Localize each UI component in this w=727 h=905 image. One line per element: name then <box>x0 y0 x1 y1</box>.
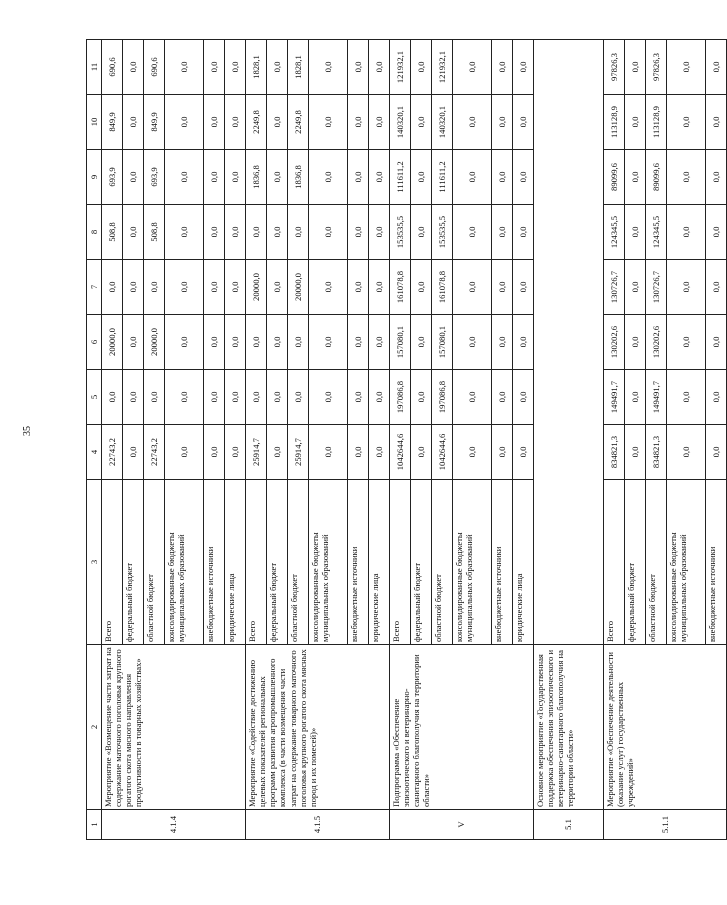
value-cell: 0,0 <box>411 150 432 205</box>
funding-source: консолидированные бюджеты муниципальных образований <box>453 480 492 645</box>
funding-source: юридические лица <box>513 480 534 645</box>
value-cell: 0,0 <box>706 205 727 260</box>
column-header: 1 <box>87 810 102 840</box>
value-cell: 0,0 <box>706 95 727 150</box>
value-cell: 0,0 <box>369 40 390 95</box>
value-cell: 20000,0 <box>102 315 123 370</box>
funding-source: областной бюджет <box>646 480 667 645</box>
value-cell: 0,0 <box>225 95 246 150</box>
column-header: 5 <box>87 370 102 425</box>
value-cell: 0,0 <box>706 370 727 425</box>
value-cell: 0,0 <box>706 425 727 480</box>
value-cell: 0,0 <box>369 95 390 150</box>
value-cell: 0,0 <box>204 205 225 260</box>
value-cell: 0,0 <box>625 205 646 260</box>
row-name: Мероприятие «Возмещение части затрат на содержание маточного поголовья крупного рогатого скота мясного направления продуктивности в товарных хозяйствах» <box>102 645 246 810</box>
value-cell: 0,0 <box>453 370 492 425</box>
value-cell: 0,0 <box>267 260 288 315</box>
row-name: Основное мероприятие «Государственная поддержка обеспечения эпизоотического и ветеринарно-санитарного благополучия на территории области» <box>534 645 604 810</box>
value-cell: 0,0 <box>453 150 492 205</box>
value-cell: 0,0 <box>667 150 706 205</box>
table-body <box>87 40 727 840</box>
funding-source: консолидированные бюджеты муниципальных образований <box>165 480 204 645</box>
value-cell: 20000,0 <box>246 260 267 315</box>
value-cell: 0,0 <box>625 150 646 205</box>
value-cell: 0,0 <box>348 95 369 150</box>
value-cell: 97826,3 <box>646 40 667 95</box>
value-cell: 0,0 <box>204 425 225 480</box>
value-cell: 0,0 <box>225 370 246 425</box>
funding-source: областной бюджет <box>144 480 165 645</box>
value-cell: 0,0 <box>267 40 288 95</box>
value-cell: 0,0 <box>369 370 390 425</box>
value-cell: 153535,5 <box>390 205 411 260</box>
funding-source: областной бюджет <box>432 480 453 645</box>
value-cell: 157080,1 <box>432 315 453 370</box>
value-cell: 0,0 <box>492 260 513 315</box>
value-cell: 0,0 <box>165 260 204 315</box>
budget-table <box>86 39 727 840</box>
value-cell: 0,0 <box>348 370 369 425</box>
value-cell: 0,0 <box>309 425 348 480</box>
value-cell: 22743,2 <box>102 425 123 480</box>
value-cell: 0,0 <box>411 370 432 425</box>
value-cell: 834821,3 <box>604 425 625 480</box>
value-cell: 0,0 <box>204 315 225 370</box>
value-cell: 0,0 <box>492 150 513 205</box>
value-cell: 130202,6 <box>604 315 625 370</box>
table-header-row <box>87 40 102 840</box>
value-cell: 1828,1 <box>288 40 309 95</box>
value-cell: 0,0 <box>411 260 432 315</box>
value-cell: 693,9 <box>102 150 123 205</box>
value-cell: 161078,8 <box>390 260 411 315</box>
row-code: V <box>390 810 534 840</box>
value-cell: 849,9 <box>102 95 123 150</box>
value-cell: 124345,5 <box>604 205 625 260</box>
value-cell: 0,0 <box>411 425 432 480</box>
value-cell: 0,0 <box>288 205 309 260</box>
funding-source: консолидированные бюджеты муниципальных образований <box>667 480 706 645</box>
value-cell: 0,0 <box>309 370 348 425</box>
value-cell: 0,0 <box>204 370 225 425</box>
value-cell: 140320,1 <box>390 95 411 150</box>
value-cell: 0,0 <box>225 260 246 315</box>
column-header: 8 <box>87 205 102 260</box>
table-row <box>604 40 625 840</box>
row-name: Мероприятие «Обеспечение деятельности (оказание услуг) государственных учреждений» <box>604 645 727 810</box>
value-cell: 121932,1 <box>390 40 411 95</box>
column-header: 3 <box>87 480 102 645</box>
value-cell: 0,0 <box>225 150 246 205</box>
value-cell: 0,0 <box>411 95 432 150</box>
value-cell: 690,6 <box>144 40 165 95</box>
value-cell: 0,0 <box>513 150 534 205</box>
value-cell: 1042644,6 <box>390 425 411 480</box>
value-cell: 20000,0 <box>144 315 165 370</box>
value-cell: 0,0 <box>225 205 246 260</box>
value-cell: 0,0 <box>309 315 348 370</box>
value-cell: 0,0 <box>453 425 492 480</box>
value-cell: 0,0 <box>492 205 513 260</box>
value-cell: 0,0 <box>123 370 144 425</box>
funding-source: федеральный бюджет <box>267 480 288 645</box>
value-cell: 0,0 <box>123 425 144 480</box>
funding-source: внебюджетные источники <box>204 480 225 645</box>
value-cell: 153535,5 <box>432 205 453 260</box>
rotated-table-container <box>86 40 721 840</box>
value-cell: 508,8 <box>102 205 123 260</box>
value-cell: 130726,7 <box>646 260 667 315</box>
value-cell: 121932,1 <box>432 40 453 95</box>
value-cell: 161078,8 <box>432 260 453 315</box>
value-cell: 0,0 <box>513 260 534 315</box>
value-cell: 124345,5 <box>646 205 667 260</box>
value-cell: 0,0 <box>165 205 204 260</box>
value-cell: 25914,7 <box>288 425 309 480</box>
funding-source: федеральный бюджет <box>625 480 646 645</box>
value-cell: 0,0 <box>267 95 288 150</box>
value-cell: 0,0 <box>204 40 225 95</box>
value-cell: 0,0 <box>411 40 432 95</box>
value-cell: 0,0 <box>492 95 513 150</box>
value-cell: 197086,8 <box>432 370 453 425</box>
column-header: 9 <box>87 150 102 205</box>
column-header: 2 <box>87 645 102 810</box>
value-cell: 0,0 <box>453 260 492 315</box>
funding-source: Всего <box>390 480 411 645</box>
value-cell: 0,0 <box>513 425 534 480</box>
value-cell: 0,0 <box>267 150 288 205</box>
value-cell: 0,0 <box>165 425 204 480</box>
funding-source: юридические лица <box>369 480 390 645</box>
value-cell: 0,0 <box>348 315 369 370</box>
value-cell: 0,0 <box>246 315 267 370</box>
value-cell: 113128,9 <box>646 95 667 150</box>
funding-source: внебюджетные источники <box>706 480 727 645</box>
value-cell: 0,0 <box>369 425 390 480</box>
row-code: 4.1.4 <box>102 810 246 840</box>
value-cell: 0,0 <box>123 40 144 95</box>
value-cell: 0,0 <box>706 150 727 205</box>
value-cell: 0,0 <box>165 95 204 150</box>
value-cell: 0,0 <box>625 95 646 150</box>
value-cell: 157080,1 <box>390 315 411 370</box>
value-cell: 0,0 <box>288 370 309 425</box>
value-cell: 0,0 <box>513 40 534 95</box>
value-cell: 0,0 <box>369 205 390 260</box>
value-cell: 0,0 <box>513 370 534 425</box>
value-cell: 0,0 <box>123 95 144 150</box>
value-cell: 149491,7 <box>604 370 625 425</box>
value-cell: 2249,8 <box>246 95 267 150</box>
value-cell: 140320,1 <box>432 95 453 150</box>
value-cell: 508,8 <box>144 205 165 260</box>
table-row <box>390 40 411 840</box>
funding-source: консолидированные бюджеты муниципальных образований <box>309 480 348 645</box>
value-cell: 0,0 <box>204 260 225 315</box>
value-cell: 0,0 <box>667 425 706 480</box>
value-cell: 0,0 <box>453 315 492 370</box>
column-header: 10 <box>87 95 102 150</box>
column-header: 4 <box>87 425 102 480</box>
value-cell: 0,0 <box>102 370 123 425</box>
value-cell: 0,0 <box>492 40 513 95</box>
value-cell: 0,0 <box>225 425 246 480</box>
value-cell: 25914,7 <box>246 425 267 480</box>
value-cell: 0,0 <box>667 315 706 370</box>
value-cell: 0,0 <box>625 260 646 315</box>
value-cell: 0,0 <box>348 205 369 260</box>
value-cell: 2249,8 <box>288 95 309 150</box>
value-cell: 89099,6 <box>646 150 667 205</box>
value-cell: 0,0 <box>667 205 706 260</box>
funding-source: Всего <box>604 480 625 645</box>
value-cell: 22743,2 <box>144 425 165 480</box>
value-cell: 0,0 <box>348 260 369 315</box>
value-cell: 0,0 <box>123 205 144 260</box>
value-cell: 0,0 <box>625 425 646 480</box>
value-cell: 0,0 <box>411 315 432 370</box>
funding-source: Всего <box>246 480 267 645</box>
value-cell: 89099,6 <box>604 150 625 205</box>
value-cell: 0,0 <box>453 95 492 150</box>
value-cell: 0,0 <box>309 150 348 205</box>
value-cell: 1042644,6 <box>432 425 453 480</box>
value-cell: 0,0 <box>267 425 288 480</box>
table-row <box>246 40 267 840</box>
value-cell: 0,0 <box>369 315 390 370</box>
value-cell: 0,0 <box>411 205 432 260</box>
value-cell: 0,0 <box>513 95 534 150</box>
value-cell: 0,0 <box>102 260 123 315</box>
value-cell: 0,0 <box>706 260 727 315</box>
funding-source: федеральный бюджет <box>123 480 144 645</box>
value-cell: 0,0 <box>309 40 348 95</box>
value-cell: 197086,8 <box>390 370 411 425</box>
empty-cell <box>534 40 604 645</box>
table-row <box>102 40 123 840</box>
value-cell: 0,0 <box>513 315 534 370</box>
value-cell: 849,9 <box>144 95 165 150</box>
page-number: 35 <box>22 426 33 436</box>
column-header: 11 <box>87 40 102 95</box>
funding-source: внебюджетные источники <box>492 480 513 645</box>
value-cell: 130202,6 <box>646 315 667 370</box>
value-cell: 113128,9 <box>604 95 625 150</box>
row-name: Подпрограмма «Обеспечение эпизоотического и ветеринарно-санитарного благополучия на территории области» <box>390 645 534 810</box>
table-row <box>534 40 604 840</box>
value-cell: 0,0 <box>625 370 646 425</box>
value-cell: 0,0 <box>667 95 706 150</box>
value-cell: 0,0 <box>165 40 204 95</box>
value-cell: 111611,2 <box>390 150 411 205</box>
value-cell: 0,0 <box>706 315 727 370</box>
value-cell: 0,0 <box>369 260 390 315</box>
value-cell: 0,0 <box>204 95 225 150</box>
row-code: 4.1.5 <box>246 810 390 840</box>
value-cell: 0,0 <box>348 150 369 205</box>
value-cell: 0,0 <box>267 370 288 425</box>
value-cell: 0,0 <box>667 40 706 95</box>
funding-source: федеральный бюджет <box>411 480 432 645</box>
value-cell: 0,0 <box>267 315 288 370</box>
value-cell: 0,0 <box>225 40 246 95</box>
value-cell: 130726,7 <box>604 260 625 315</box>
value-cell: 0,0 <box>144 260 165 315</box>
row-code: 5.1.1 <box>604 810 727 840</box>
value-cell: 0,0 <box>144 370 165 425</box>
row-code: 5.1 <box>534 810 604 840</box>
value-cell: 0,0 <box>453 205 492 260</box>
value-cell: 0,0 <box>309 260 348 315</box>
value-cell: 0,0 <box>513 205 534 260</box>
value-cell: 0,0 <box>267 205 288 260</box>
value-cell: 0,0 <box>225 315 246 370</box>
value-cell: 0,0 <box>667 370 706 425</box>
column-header: 6 <box>87 315 102 370</box>
row-name: Мероприятие «Содействие достижению целевых показателей региональных программ развития агропромышленного комплекса (в части возмещения части затрат на содержание товарного маточного поголовья крупного рогатого скота мясных пород и их помесей)» <box>246 645 390 810</box>
value-cell: 0,0 <box>165 370 204 425</box>
value-cell: 1836,8 <box>288 150 309 205</box>
value-cell: 0,0 <box>625 40 646 95</box>
value-cell: 0,0 <box>625 315 646 370</box>
value-cell: 0,0 <box>204 150 225 205</box>
value-cell: 834821,3 <box>646 425 667 480</box>
value-cell: 690,6 <box>102 40 123 95</box>
funding-source: внебюджетные источники <box>348 480 369 645</box>
value-cell: 0,0 <box>453 40 492 95</box>
value-cell: 1828,1 <box>246 40 267 95</box>
value-cell: 0,0 <box>123 315 144 370</box>
value-cell: 0,0 <box>123 260 144 315</box>
value-cell: 0,0 <box>369 150 390 205</box>
value-cell: 0,0 <box>288 315 309 370</box>
value-cell: 0,0 <box>309 205 348 260</box>
value-cell: 97826,3 <box>604 40 625 95</box>
value-cell: 149491,7 <box>646 370 667 425</box>
value-cell: 0,0 <box>123 150 144 205</box>
value-cell: 0,0 <box>492 370 513 425</box>
value-cell: 111611,2 <box>432 150 453 205</box>
value-cell: 0,0 <box>706 40 727 95</box>
value-cell: 1836,8 <box>246 150 267 205</box>
value-cell: 0,0 <box>165 315 204 370</box>
funding-source: областной бюджет <box>288 480 309 645</box>
column-header: 7 <box>87 260 102 315</box>
funding-source: юридические лица <box>225 480 246 645</box>
value-cell: 20000,0 <box>288 260 309 315</box>
value-cell: 0,0 <box>309 95 348 150</box>
value-cell: 0,0 <box>492 425 513 480</box>
value-cell: 0,0 <box>348 40 369 95</box>
value-cell: 0,0 <box>348 425 369 480</box>
value-cell: 0,0 <box>246 370 267 425</box>
value-cell: 0,0 <box>667 260 706 315</box>
value-cell: 0,0 <box>492 315 513 370</box>
value-cell: 693,9 <box>144 150 165 205</box>
funding-source: Всего <box>102 480 123 645</box>
value-cell: 0,0 <box>246 205 267 260</box>
value-cell: 0,0 <box>165 150 204 205</box>
